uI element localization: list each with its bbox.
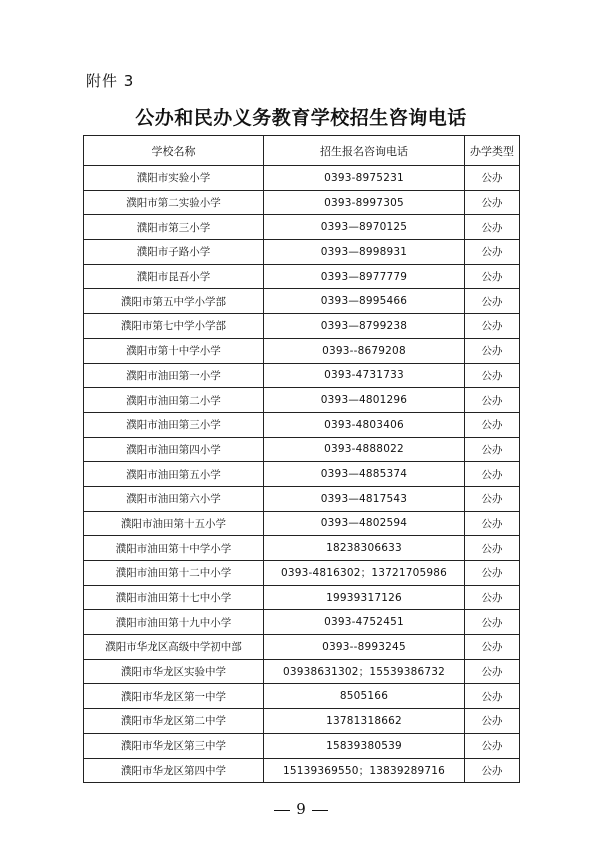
page-number-footer [0,800,602,818]
school-name-cell: 濮阳市华龙区第一中学 [84,684,264,709]
attachment-label: 附件 3 [86,72,135,90]
phone-cell: 0393-4816302；13721705986 [264,561,465,586]
school-name-cell: 濮阳市昆吾小学 [84,264,264,289]
school-type-cell: 公办 [465,511,520,536]
school-name-cell: 濮阳市子路小学 [84,240,264,265]
school-name-cell: 濮阳市油田第一小学 [84,363,264,388]
table-row [84,166,520,191]
phone-cell: 13781318662 [264,709,465,734]
school-type-cell: 公办 [465,635,520,660]
table-row [84,462,520,487]
school-name-cell: 濮阳市油田第五小学 [84,462,264,487]
phone-cell: 0393-4803406 [264,412,465,437]
table-row [84,314,520,339]
school-name-cell: 濮阳市第三小学 [84,215,264,240]
school-type-cell: 公办 [465,314,520,339]
table-row [84,635,520,660]
school-type-cell: 公办 [465,610,520,635]
school-type-cell: 公办 [465,709,520,734]
table-row [84,610,520,635]
school-type-cell: 公办 [465,486,520,511]
school-name-cell: 濮阳市第七中学小学部 [84,314,264,339]
school-type-cell: 公办 [465,561,520,586]
school-name-cell: 濮阳市油田第十九中小学 [84,610,264,635]
school-type-cell: 公办 [465,264,520,289]
school-type-cell: 公办 [465,733,520,758]
phone-cell: 0393-4752451 [264,610,465,635]
phone-cell: 0393—8995466 [264,289,465,314]
phone-cell: 0393—4817543 [264,486,465,511]
school-name-cell: 濮阳市第五中学小学部 [84,289,264,314]
phone-cell: 0393-4888022 [264,437,465,462]
table-row [84,240,520,265]
phone-cell: 0393—4802594 [264,511,465,536]
enrollment-phone-table [83,135,520,783]
phone-cell: 15139369550；13839289716 [264,758,465,783]
table-row [84,289,520,314]
school-type-cell: 公办 [465,388,520,413]
school-name-cell: 濮阳市华龙区高级中学初中部 [84,635,264,660]
school-type-cell: 公办 [465,659,520,684]
school-name-cell: 濮阳市油田第四小学 [84,437,264,462]
school-type-cell: 公办 [465,684,520,709]
school-name-cell: 濮阳市油田第六小学 [84,486,264,511]
table-row [84,264,520,289]
table-row [84,585,520,610]
phone-cell: 03938631302；15539386732 [264,659,465,684]
dash-left [274,810,290,811]
table-row [84,412,520,437]
phone-cell: 0393-8997305 [264,190,465,215]
school-type-cell: 公办 [465,536,520,561]
school-name-cell: 濮阳市油田第三小学 [84,412,264,437]
school-name-cell: 濮阳市实验小学 [84,166,264,191]
phone-cell: 0393--8679208 [264,338,465,363]
header-school-name: 学校名称 [84,136,264,166]
dash-right [312,810,328,811]
school-type-cell: 公办 [465,437,520,462]
school-name-cell: 濮阳市第十中学小学 [84,338,264,363]
school-name-cell: 濮阳市油田第二小学 [84,388,264,413]
phone-cell: 0393—8998931 [264,240,465,265]
school-name-cell: 濮阳市第二实验小学 [84,190,264,215]
phone-cell: 18238306633 [264,536,465,561]
table-row [84,388,520,413]
school-name-cell: 濮阳市油田第十二中小学 [84,561,264,586]
table-body [84,166,520,783]
school-type-cell: 公办 [465,462,520,487]
table-row [84,486,520,511]
table-row [84,684,520,709]
school-type-cell: 公办 [465,758,520,783]
phone-cell: 0393-8975231 [264,166,465,191]
phone-cell: 15839380539 [264,733,465,758]
school-name-cell: 濮阳市油田第十五小学 [84,511,264,536]
table-row [84,561,520,586]
school-type-cell: 公办 [465,190,520,215]
table-row [84,536,520,561]
table-row [84,659,520,684]
school-name-cell: 濮阳市油田第十七中小学 [84,585,264,610]
phone-cell: 0393—8977779 [264,264,465,289]
school-type-cell: 公办 [465,585,520,610]
school-type-cell: 公办 [465,289,520,314]
phone-cell: 0393--8993245 [264,635,465,660]
school-name-cell: 濮阳市华龙区第二中学 [84,709,264,734]
phone-cell: 0393—8970125 [264,215,465,240]
school-type-cell: 公办 [465,338,520,363]
table-row [84,758,520,783]
table-row [84,363,520,388]
school-name-cell: 濮阳市华龙区第三中学 [84,733,264,758]
table-row [84,437,520,462]
phone-cell: 0393—8799238 [264,314,465,339]
table-header-row [84,136,520,166]
school-type-cell: 公办 [465,215,520,240]
table-row [84,511,520,536]
table-row [84,709,520,734]
phone-cell: 8505166 [264,684,465,709]
phone-cell: 0393-4731733 [264,363,465,388]
phone-cell: 0393—4801296 [264,388,465,413]
school-type-cell: 公办 [465,240,520,265]
table-row [84,733,520,758]
school-name-cell: 濮阳市华龙区第四中学 [84,758,264,783]
table-row [84,190,520,215]
school-name-cell: 濮阳市华龙区实验中学 [84,659,264,684]
header-phone: 招生报名咨询电话 [264,136,465,166]
school-name-cell: 濮阳市油田第十中学小学 [84,536,264,561]
school-type-cell: 公办 [465,166,520,191]
school-type-cell: 公办 [465,412,520,437]
table-row [84,338,520,363]
school-type-cell: 公办 [465,363,520,388]
page-number: 9 [296,800,306,818]
phone-cell: 0393—4885374 [264,462,465,487]
table-row [84,215,520,240]
document-title: 公办和民办义务教育学校招生咨询电话 [135,107,467,129]
phone-cell: 19939317126 [264,585,465,610]
header-school-type: 办学类型 [465,136,520,166]
